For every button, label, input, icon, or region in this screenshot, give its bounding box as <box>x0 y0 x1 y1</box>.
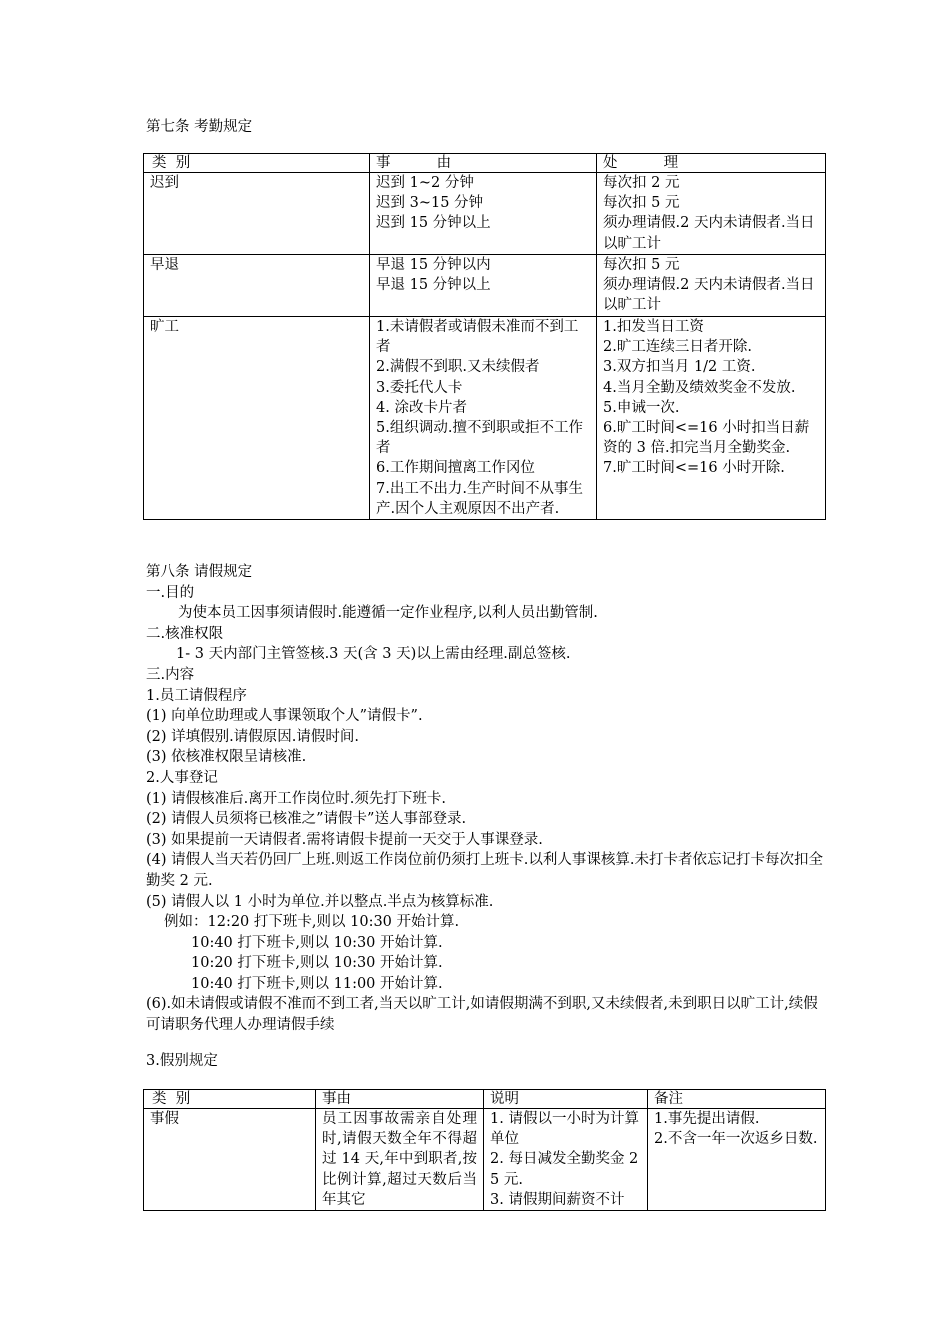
action-item: 须办理请假.2 天内未请假者.当日以旷工计 <box>603 277 815 314</box>
reason-item: 6.工作期间擅离工作冈位 <box>376 460 535 477</box>
reason-item: 1.未请假者或请假未准而不到工者 <box>376 319 579 356</box>
action-item: 6.旷工时间<=16 小时扣当日薪资的 3 倍.扣完当月全勤奖金. <box>603 420 810 457</box>
remarks-cell <box>648 1109 826 1211</box>
action-item: 2.旷工连续三日者开除. <box>603 339 752 356</box>
paragraph-line: (5) 请假人以 1 小时为单位.并以整点.半点为核算标准. <box>146 893 494 910</box>
example-line: 10:40 打下班卡,则以 11:00 开始计算. <box>191 975 443 992</box>
paragraph-line: (6).如未请假或请假不准而不到工者,当天以旷工计,如请假期满不到职,又未续假者,未到职日以旷工计,续假可请职务代理人办理请假手续 <box>146 996 818 1034</box>
article7-title: 第七条 考勤规定 <box>146 119 253 135</box>
reason-item: 2.满假不到职.又未续假者 <box>376 359 540 376</box>
category-cell: 旷工 <box>144 317 370 520</box>
paragraph-line: 为使本员工因事须请假时.能遵循一定作业程序,以利人员出勤管制. <box>178 605 598 622</box>
action-item: 3.双方扣当月 1/2 工资. <box>603 359 756 376</box>
section-heading: 三.内容 <box>146 666 195 683</box>
action-item: 4.当月全勤及绩效奖金不发放. <box>603 379 796 396</box>
example-line: 例如：12:20 打下班卡,则以 10:30 开始计算. <box>164 914 460 931</box>
notes-cell <box>484 1109 648 1211</box>
section-heading: 二.核准权限 <box>146 625 224 642</box>
table-row <box>144 173 826 255</box>
article8-section <box>146 562 826 1036</box>
header-reason: 事 由 <box>370 154 597 173</box>
table-row <box>144 1109 826 1211</box>
action-item: 7.旷工时间<=16 小时开除. <box>603 460 785 477</box>
reason-cell <box>370 255 597 317</box>
header-notes: 说明 <box>484 1090 648 1109</box>
leave-types-table <box>143 1089 826 1211</box>
reason-item: 迟到 1~2 分钟 <box>376 175 474 191</box>
reason-item: 迟到 15 分钟以上 <box>376 215 491 232</box>
paragraph-line: (3) 如果提前一天请假者.需将请假卡提前一天交于人事课登录. <box>146 831 543 848</box>
subsection-heading: 1.员工请假程序 <box>146 687 247 704</box>
reason-item: 7.出工不出力.生产时间不从事生产.因个人主观原因不出产者. <box>376 480 583 517</box>
table-header-row <box>144 154 826 173</box>
table-row <box>144 317 826 520</box>
reason-item: 迟到 3~15 分钟 <box>376 195 484 212</box>
table-row <box>144 255 826 317</box>
header-action: 处 理 <box>597 154 826 173</box>
header-category: 类 别 <box>144 1090 316 1109</box>
reason-item: 早退 15 分钟以上 <box>376 277 491 294</box>
action-item: 每次扣 5 元 <box>603 257 680 273</box>
note-item: 1. 请假以一小时为计算单位 <box>490 1111 639 1148</box>
paragraph-line: (1) 请假核准后.离开工作岗位时.须先打下班卡. <box>146 790 446 807</box>
reason-item: 5.组织调动.擅不到职或拒不工作者 <box>376 420 583 457</box>
remark-item: 2.不含一年一次返乡日数. <box>654 1131 818 1148</box>
category-cell: 迟到 <box>144 173 370 255</box>
paragraph-line: (2) 请假人员须将已核准之”请假卡”送人事部登录. <box>146 811 467 828</box>
example-line: 10:40 打下班卡,则以 10:30 开始计算. <box>191 934 443 951</box>
action-item: 每次扣 5 元 <box>603 195 680 212</box>
action-cell <box>597 317 826 520</box>
header-reason: 事由 <box>316 1090 484 1109</box>
article8-title: 第八条 请假规定 <box>146 564 253 580</box>
header-category: 类 别 <box>144 154 370 173</box>
action-item: 须办理请假.2 天内未请假者.当日以旷工计 <box>603 215 815 252</box>
category-cell: 早退 <box>144 255 370 317</box>
note-item: 3. 请假期间薪资不计 <box>490 1191 625 1208</box>
reason-item: 3.委托代人卡 <box>376 379 463 396</box>
paragraph-line: (1) 向单位助理或人事课领取个人”请假卡”. <box>146 708 423 725</box>
category-cell: 事假 <box>144 1109 316 1211</box>
header-remarks: 备注 <box>648 1090 826 1109</box>
paragraph-line: (2) 详填假别.请假原因.请假时间. <box>146 728 359 745</box>
action-item: 每次扣 2 元 <box>603 175 680 191</box>
reason-cell <box>370 317 597 520</box>
action-cell <box>597 173 826 255</box>
remark-item: 1.事先提出请假. <box>654 1111 760 1127</box>
action-item: 5.申诫一次. <box>603 399 680 416</box>
paragraph-line: (4) 请假人当天若仍回厂上班.则返工作岗位前仍须打上班卡.以利人事课核算.未打卡者依忘记打卡每次扣全勤奖 2 元. <box>146 852 823 889</box>
reason-cell: 员工因事故需亲自处理时,请假天数全年不得超过 14 天,年中到职者,按比例计算,超过天数后当年其它 <box>316 1109 484 1211</box>
reason-item: 早退 15 分钟以内 <box>376 257 491 273</box>
note-item: 2. 每日减发全勤奖金 25 元. <box>490 1151 639 1188</box>
paragraph-line: (3) 依核准权限呈请核准. <box>146 749 307 766</box>
subsection-heading: 2.人事登记 <box>146 769 218 786</box>
action-cell <box>597 255 826 317</box>
action-item: 1.扣发当日工资 <box>603 319 704 335</box>
table-header-row <box>144 1090 826 1109</box>
leave-types-title: 3.假别规定 <box>146 1053 218 1069</box>
section-heading: 一.目的 <box>146 584 195 601</box>
reason-cell <box>370 173 597 255</box>
attendance-table <box>143 153 826 520</box>
example-line: 10:20 打下班卡,则以 10:30 开始计算. <box>191 955 443 972</box>
paragraph-line: 1- 3 天内部门主管签核.3 天(含 3 天)以上需由经理.副总签核. <box>176 646 571 663</box>
reason-item: 4. 涂改卡片者 <box>376 399 467 416</box>
